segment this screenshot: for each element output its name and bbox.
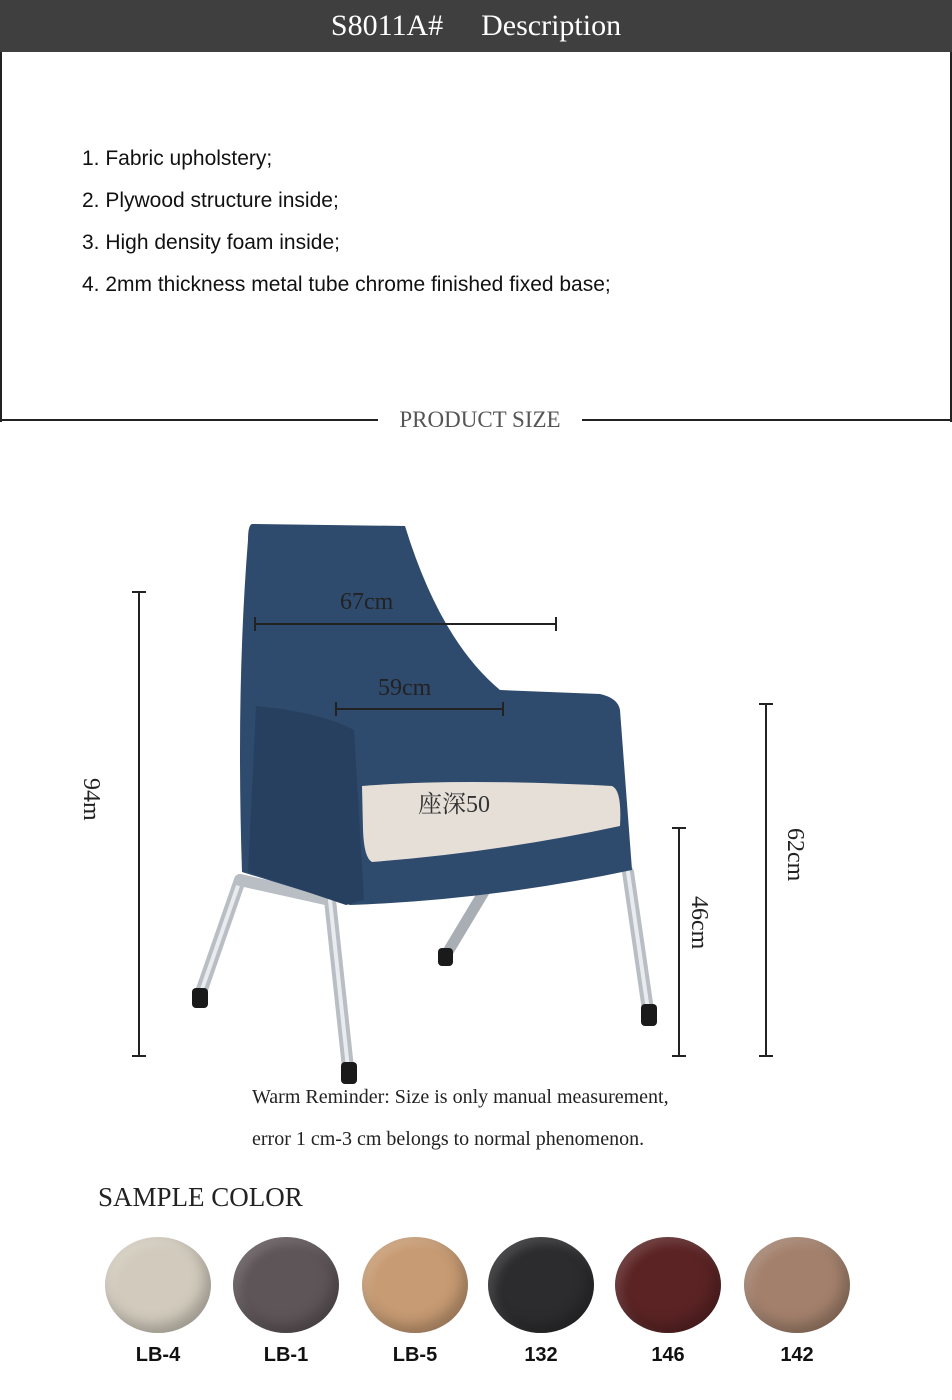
total-height-label: 94m: [78, 778, 104, 821]
sample-color-title: SAMPLE COLOR: [98, 1182, 303, 1212]
seat-width-label: 59cm: [378, 675, 432, 701]
color-swatch-132: [488, 1237, 594, 1333]
header-title: Description: [481, 9, 622, 42]
seat-depth-label: 座深50: [418, 792, 490, 818]
chair-legs: [192, 872, 657, 1084]
seat-height-label: 46cm: [686, 896, 712, 950]
color-swatch-146: [615, 1237, 721, 1333]
header-bar: [0, 0, 952, 52]
swatch-label: 146: [651, 1344, 685, 1366]
swatch-label: 132: [524, 1344, 558, 1366]
arm-height-label: 62cm: [782, 828, 808, 882]
feature-item: 2. Plywood structure inside;: [82, 189, 339, 212]
swatch-label: LB-1: [263, 1344, 309, 1366]
feature-item: 4. 2mm thickness metal tube chrome finished fixed base;: [82, 273, 611, 296]
feature-item: 1. Fabric upholstery;: [82, 147, 273, 170]
feature-item: 3. High density foam inside;: [82, 231, 340, 254]
reminder-line-1: Warm Reminder: Size is only manual measurement,: [252, 1086, 669, 1108]
product-code: S8011A#: [330, 9, 444, 42]
overall-width-label: 67cm: [340, 589, 394, 615]
swatch-label: LB-5: [392, 1344, 438, 1366]
color-swatch-142: [744, 1237, 850, 1333]
frame-left-border: [0, 52, 2, 422]
reminder-line-2: error 1 cm-3 cm belongs to normal phenomenon.: [252, 1128, 645, 1150]
chair-body: [240, 524, 632, 905]
feature-list: [82, 142, 611, 310]
color-swatch-lb-4: [105, 1237, 211, 1333]
product-size-title: PRODUCT SIZE: [378, 404, 582, 436]
chair-diagram: [0, 500, 952, 1090]
swatch-label: LB-4: [135, 1344, 181, 1366]
swatch-label: 142: [780, 1344, 814, 1366]
color-swatch-lb-5: [362, 1237, 468, 1333]
color-swatch-lb-1: [233, 1237, 339, 1333]
